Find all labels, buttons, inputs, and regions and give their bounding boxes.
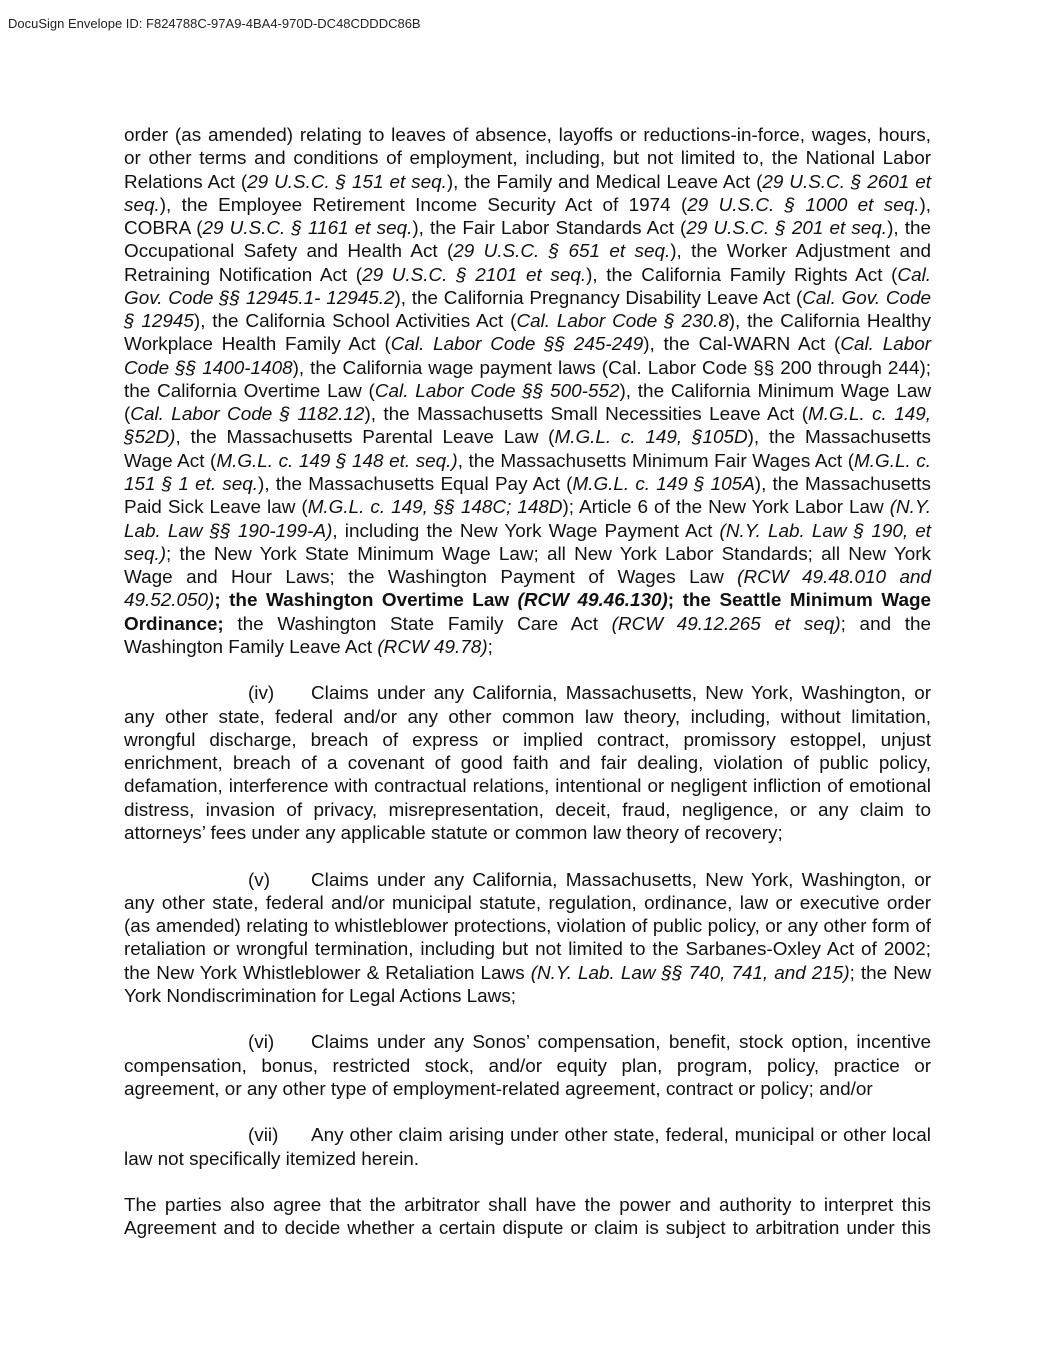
- text-line: [124, 613, 931, 636]
- text-line: [124, 147, 931, 170]
- text-run: ), the California wage payment laws (Cal. Labor Code §§ 200 through 244);: [292, 357, 931, 379]
- citation-text: M.G.L. c. 149 § 105A: [572, 473, 755, 495]
- citation-text: 29 U.S.C. § 1000 et seq.: [687, 194, 920, 216]
- text-line: [124, 682, 931, 705]
- citation-text: (RCW 49.12.265 et seq): [611, 613, 841, 635]
- text-run: Relations Act (: [124, 171, 248, 193]
- text-run: ), the California School Activities Act (: [193, 311, 517, 333]
- citation-text: 29 U.S.C. § 651 et seq.: [453, 241, 671, 263]
- citation-text: Cal. Gov. Code: [802, 287, 931, 309]
- text-run: ), the: [887, 218, 931, 240]
- text-line: [124, 566, 931, 589]
- text-line: [124, 357, 931, 380]
- text-line: [124, 496, 931, 519]
- emphasized-text: Ordinance;: [124, 613, 224, 635]
- citation-text: (N.Y.: [889, 497, 932, 519]
- citation-text: M.G.L. c.: [854, 450, 931, 472]
- clause-v: [124, 869, 931, 1009]
- text-run: defamation, interference with contractual relations, intentional or negligent infliction of emotional: [124, 776, 931, 798]
- text-line: [124, 799, 931, 822]
- text-run: ), the California Minimum Wage Law: [619, 380, 931, 402]
- text-run: York Nondiscrimination for Legal Actions Laws;: [124, 985, 517, 1007]
- text-run: the California Overtime Law (: [124, 380, 375, 402]
- text-run: or other terms and conditions of employment, including, but not limited to, the National Labor: [124, 148, 931, 170]
- emphasized-text: ; the Washington Overtime Law: [214, 590, 518, 612]
- text-line: [124, 333, 931, 356]
- text-run: attorneys’ fees under any applicable statute or common law theory of recovery;: [124, 822, 783, 844]
- text-run: ),: [919, 194, 932, 216]
- text-run: Wage and Hour Laws; the Washington Payment of Wages Law: [124, 567, 738, 589]
- citation-text: M.G.L. c. 149,: [808, 404, 931, 426]
- text-line: [124, 264, 931, 287]
- text-run: the Washington State Family Care Act: [223, 613, 612, 635]
- clause-iv: [124, 682, 931, 845]
- text-line: [124, 240, 931, 263]
- text-line: [124, 822, 931, 845]
- text-run: Retraining Notification Act (: [124, 264, 363, 286]
- text-line: [124, 1148, 931, 1171]
- clause-label: (iv): [248, 683, 275, 705]
- text-run: Agreement and to decide whether a certain dispute or claim is subject to arbitration under this: [124, 1218, 931, 1240]
- text-line: [124, 985, 931, 1008]
- citation-text: (N.Y. Lab. Law §§ 740, 741, and 215): [530, 962, 850, 984]
- text-run: Paid Sick Leave law (: [124, 497, 308, 519]
- text-run: The parties also agree that the arbitrator shall have the power and authority to interpret this: [124, 1195, 931, 1217]
- text-line: [124, 775, 931, 798]
- text-run: Wage Act (: [124, 450, 217, 472]
- text-run: ; the New: [849, 962, 932, 984]
- text-line: [124, 1124, 931, 1147]
- text-run: (: [124, 404, 131, 426]
- text-run: ; and the: [840, 613, 932, 635]
- citation-text: Cal. Labor Code §§ 245-249: [390, 334, 644, 356]
- citation-text: Cal. Labor Code § 1182.12: [130, 404, 365, 426]
- text-line: [124, 752, 931, 775]
- text-line: [124, 426, 931, 449]
- text-run: Any other claim arising under other state, federal, municipal or other local: [311, 1125, 931, 1147]
- text-line: [124, 938, 931, 961]
- clause-vi: [124, 1031, 931, 1101]
- text-line: [124, 962, 931, 985]
- text-run: compensation, bonus, restricted stock, and/or equity plan, program, policy, practice or: [124, 1055, 931, 1077]
- text-line: [124, 310, 931, 333]
- text-run: ), the Worker Adjustment and: [670, 241, 932, 263]
- text-run: order (as amended) relating to leaves of absence, layoffs or reductions-in-force, wages, hours,: [124, 125, 931, 146]
- text-line: [124, 1055, 931, 1078]
- text-line: [124, 1078, 931, 1101]
- text-run: ), the California Healthy: [728, 311, 931, 333]
- emphasized-text: (RCW 49.46.130): [517, 590, 668, 612]
- text-run: retaliation or wrongful termination, including but not limited to the Sarbanes-Oxley Act of 2002;: [124, 939, 931, 961]
- text-line: [124, 473, 931, 496]
- text-run: Occupational Safety and Health Act (: [124, 241, 454, 263]
- text-line: [124, 589, 931, 612]
- text-run: ), the Massachusetts: [747, 427, 931, 449]
- text-run: ), the Massachusetts Small Necessities Leave Act (: [364, 404, 809, 426]
- text-line: [124, 543, 931, 566]
- citation-text: §52D): [124, 427, 176, 449]
- citation-text: (RCW 49.48.010 and: [737, 567, 931, 589]
- text-line: [124, 1217, 931, 1240]
- text-line: [124, 706, 931, 729]
- citation-text: 49.52.050): [124, 590, 215, 612]
- text-line: [124, 892, 931, 915]
- citation-text: (N.Y. Lab. Law § 190, et: [719, 520, 931, 542]
- text-line: [124, 636, 931, 659]
- text-run: , including the New York Wage Payment Act: [332, 520, 720, 542]
- citation-text: 29 U.S.C. § 2101 et seq.: [362, 264, 587, 286]
- citation-text: 29 U.S.C. § 201 et seq.: [686, 218, 888, 240]
- text-run: enrichment, breach of a covenant of good faith and fair dealing, violation of public policy,: [124, 753, 931, 775]
- text-run: ), the California Pregnancy Disability Leave Act (: [394, 287, 803, 309]
- text-line: [124, 1031, 931, 1054]
- citation-text: (RCW 49.78): [377, 636, 488, 658]
- paragraph: [124, 1194, 931, 1241]
- text-run: COBRA (: [124, 218, 203, 240]
- citation-text: Cal. Labor: [840, 334, 932, 356]
- citation-text: Cal. Labor Code § 230.8: [516, 311, 729, 333]
- emphasized-text: ; the Seattle Minimum Wage: [667, 590, 931, 612]
- text-run: any other state, federal and/or municipal statute, regulation, ordinance, law or executive order: [124, 892, 931, 914]
- citation-text: Gov. Code §§ 12945.1- 12945.2: [124, 287, 395, 309]
- text-run: (as amended) relating to whistleblower protections, violation of public policy, or any other form of: [124, 916, 931, 938]
- text-run: Workplace Health Family Act (: [124, 334, 391, 356]
- text-run: ; the New York State Minimum Wage Law; all New York Labor Standards; all New York: [166, 543, 931, 565]
- text-run: ); Article 6 of the New York Labor Law: [562, 497, 890, 519]
- citation-text: M.G.L. c. 149, §§ 148C; 148D: [307, 497, 563, 519]
- text-line: [124, 194, 931, 217]
- clause-label: (v): [248, 869, 271, 891]
- text-run: ), the Fair Labor Standards Act (: [412, 218, 687, 240]
- citation-text: § 12945: [124, 311, 194, 333]
- text-run: Washington Family Leave Act: [124, 636, 378, 658]
- citation-text: M.G.L. c. 149, §105D: [554, 427, 748, 449]
- text-line: [124, 287, 931, 310]
- text-line: [124, 869, 931, 892]
- text-run: Claims under any California, Massachusetts, New York, Washington, or: [311, 869, 931, 891]
- citation-text: Cal.: [897, 264, 932, 286]
- text-line: [124, 171, 931, 194]
- citation-text: 29 U.S.C. § 151 et seq.: [247, 171, 447, 193]
- text-run: ), the Massachusetts: [754, 473, 931, 495]
- text-run: Claims under any Sonos’ compensation, benefit, stock option, incentive: [311, 1032, 931, 1054]
- text-run: distress, invasion of privacy, misrepresentation, deceit, fraud, negligence, or any claim to: [124, 799, 931, 821]
- clause-label: (vii): [248, 1125, 279, 1147]
- text-run: agreement, or any other type of employment-related agreement, contract or policy; and/or: [124, 1078, 873, 1100]
- text-run: ), the Family and Medical Leave Act (: [446, 171, 763, 193]
- text-line: [124, 915, 931, 938]
- text-run: wrongful discharge, breach of express or implied contract, promissory estoppel, unjust: [124, 729, 931, 751]
- text-line: [124, 124, 931, 147]
- text-run: ), the California Family Rights Act (: [586, 264, 898, 286]
- clause-label: (vi): [248, 1032, 275, 1054]
- text-line: [124, 450, 931, 473]
- text-run: , the Massachusetts Parental Leave Law (: [175, 427, 555, 449]
- text-line: [124, 1194, 931, 1217]
- text-line: [124, 729, 931, 752]
- text-run: , the Massachusetts Minimum Fair Wages Act (: [457, 450, 855, 472]
- text-line: [124, 403, 931, 426]
- clause-vii: [124, 1124, 931, 1171]
- text-run: any other state, federal and/or any other common law theory, including, without limitation,: [124, 706, 931, 728]
- text-run: ), the Cal-WARN Act (: [643, 334, 841, 356]
- citation-text: Code §§ 1400-1408: [124, 357, 293, 379]
- citation-text: 29 U.S.C. § 1161 et seq.: [202, 218, 413, 240]
- citation-text: Lab. Law §§ 190-199-A): [124, 520, 333, 542]
- docusign-envelope-id: DocuSign Envelope ID: F824788C-97A9-4BA4-970D-DC48CDDDC86B: [8, 16, 421, 31]
- citation-text: M.G.L. c. 149 § 148 et. seq.): [216, 450, 458, 472]
- text-line: [124, 217, 931, 240]
- citation-text: Cal. Labor Code §§ 500-552: [374, 380, 620, 402]
- paragraph: [124, 124, 931, 659]
- citation-text: 29 U.S.C. § 2601 et: [762, 171, 931, 193]
- text-run: ;: [487, 636, 493, 658]
- citation-text: seq.: [124, 194, 160, 216]
- text-run: the New York Whistleblower & Retaliation Laws: [124, 962, 531, 984]
- citation-text: seq.): [124, 543, 166, 565]
- document-body: [124, 124, 931, 1241]
- text-line: [124, 520, 931, 543]
- text-run: Claims under any California, Massachusetts, New York, Washington, or: [311, 683, 931, 705]
- text-run: law not specifically itemized herein.: [124, 1148, 420, 1170]
- text-run: ), the Massachusetts Equal Pay Act (: [258, 473, 573, 495]
- text-run: ), the Employee Retirement Income Security Act of 1974 (: [159, 194, 688, 216]
- citation-text: 151 § 1 et. seq.: [124, 473, 259, 495]
- text-line: [124, 380, 931, 403]
